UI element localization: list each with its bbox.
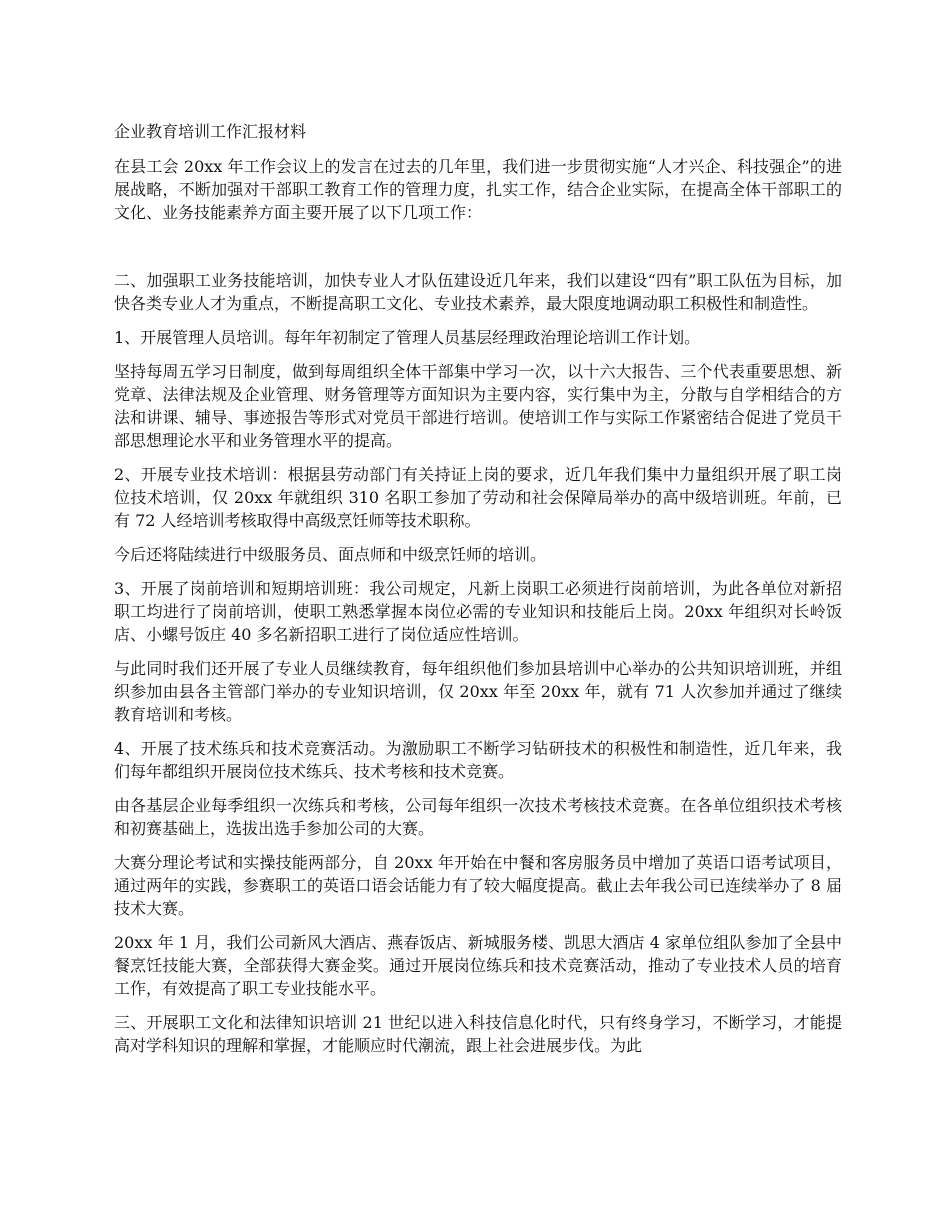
continuing-education-paragraph: 与此同时我们还开展了专业人员继续教育，每年组织他们参加县培训中心举办的公共知识培训班，并组织参加由县各主管部门举办的专业知识培训，仅 20xx 年至 20xx 年，就有 71 人次参加并通过了继续教育培训和考核。 [114, 659, 842, 724]
document-page [114, 120, 842, 1068]
intro-paragraph: 在县工会 20xx 年工作会议上的发言在过去的几年里，我们进一步贯彻实施“人才兴企、科技强企”的进展战略，不断加强对干部职工教育工作的管理力度，扎实工作，结合企业实际，在提高全体干部职工的文化、业务技能素养方面主要开展了以下几项工作： [114, 157, 842, 222]
document-title: 企业教育培训工作汇报材料 [114, 122, 307, 141]
future-training-paragraph: 今后还将陆续进行中级服务员、面点师和中级烹饪师的培训。 [114, 545, 547, 564]
quarterly-assessment-paragraph: 由各基层企业每季组织一次练兵和考核，公司每年组织一次技术考核技术竞赛。在各单位组织技术考核和初赛基础上，选拔出选手参加公司的大赛。 [114, 796, 842, 838]
section-three-paragraph: 三、开展职工文化和法律知识培训 21 世纪以进入科技信息化时代，只有终身学习，不断学习，才能提高对学科知识的理解和掌握，才能顺应时代潮流，跟上社会进展步伐。为此 [114, 1013, 842, 1055]
professional-training-paragraph: 2、开展专业技术培训：根据县劳动部门有关持证上岗的要求，近几年我们集中力量组织开展了职工岗位技术培训，仅 20xx 年就组织 310 名职工参加了劳动和社会保障局举办的高中级培训班。年前，已有 72 人经培训考核取得中高级烹饪师等技术职称。 [114, 465, 842, 530]
section-gap [114, 235, 842, 269]
cooking-contest-paragraph: 20xx 年 1 月，我们公司新风大酒店、燕春饭店、新城服务楼、凯思大酒店 4 家单位组队参加了全县中餐烹饪技能大赛，全部获得大赛金奖。通过开展岗位练兵和技术竞赛活动，推动了专业技术人员的培育工作，有效提高了职工专业技能水平。 [114, 933, 842, 998]
competition-format-paragraph: 大赛分理论考试和实操技能两部分，自 20xx 年开始在中餐和客房服务员中增加了英语口语考试项目，通过两年的实践，参赛职工的英语口语会话能力有了较大幅度提高。截止去年我公司已连续举办了 8 届技术大赛。 [114, 853, 842, 918]
skill-competition-paragraph: 4、开展了技术练兵和技术竞赛活动。为激励职工不断学习钻研技术的积极性和制造性，近几年来，我们每年都组织开展岗位技术练兵、技术考核和技术竞赛。 [114, 739, 842, 781]
management-training-paragraph: 1、开展管理人员培训。每年年初制定了管理人员基层经理政治理论培训工作计划。 [114, 328, 701, 347]
section-two-heading-paragraph: 二、加强职工业务技能培训，加快专业人才队伍建设近几年来，我们以建设“四有”职工队伍为目标，加快各类专业人才为重点，不断提高职工文化、专业技术素养，最大限度地调动职工积极性和制造性。 [114, 271, 842, 313]
weekly-study-paragraph: 坚持每周五学习日制度，做到每周组织全体干部集中学习一次，以十六大报告、三个代表重要思想、新党章、法律法规及企业管理、财务管理等方面知识为主要内容，实行集中为主，分散与自学相结合的方法和讲课、辅导、事迹报告等形式对党员干部进行培训。使培训工作与实际工作紧密结合促进了党员干部思想理论水平和业务管理水平的提高。 [114, 362, 842, 450]
pre-job-training-paragraph: 3、开展了岗前培训和短期培训班：我公司规定，凡新上岗职工必须进行岗前培训，为此各单位对新招职工均进行了岗前培训，使职工熟悉掌握本岗位必需的专业知识和技能后上岗。20xx 年组织对长岭饭店、小螺号饭庄 40 多名新招职工进行了岗位适应性培训。 [114, 579, 842, 644]
